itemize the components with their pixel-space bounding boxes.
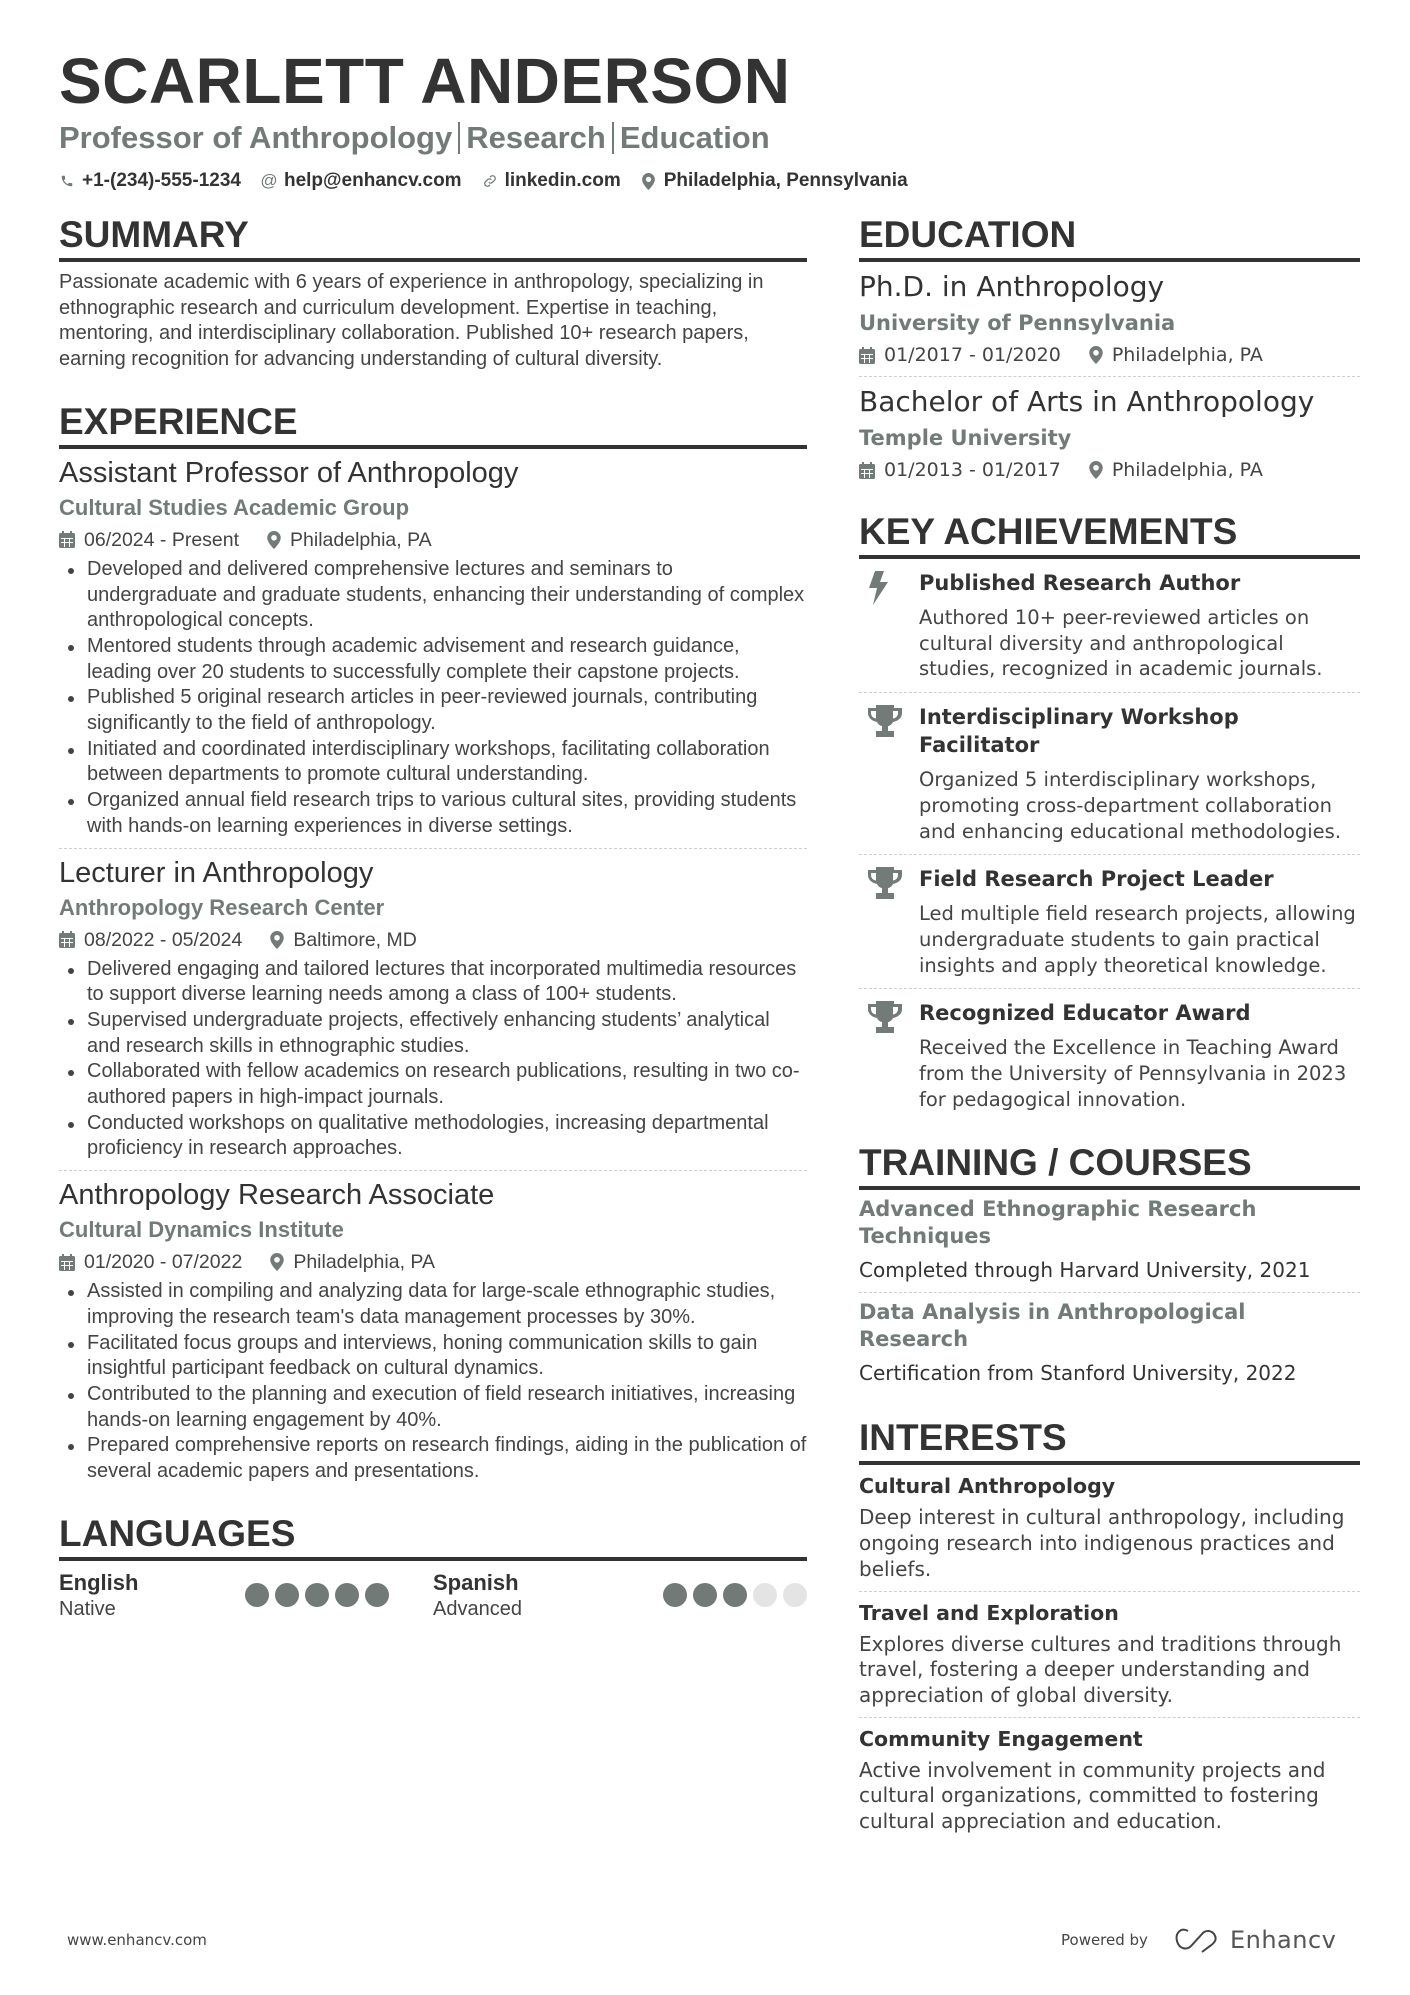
bullet-item: Collaborated with fellow academics on research publications, resulting in two co-authored papers in high-impact journals. [59, 1059, 807, 1110]
language-item [59, 1569, 433, 1623]
bullet-item: Delivered engaging and tailored lectures that incorporated multimedia resources to support diverse learning needs among a class of 100+ students. [59, 957, 807, 1008]
language-item [433, 1569, 807, 1623]
subtitle-separator [612, 122, 614, 154]
achievement-item [859, 989, 1360, 1122]
calendar-icon [59, 531, 75, 548]
job-bullets [59, 1279, 807, 1485]
interest-title: Cultural Anthropology [859, 1474, 1116, 1499]
job-dates-text: 06/2024 - Present [84, 528, 240, 551]
trophy-icon [859, 999, 919, 1112]
education-location [1089, 455, 1263, 485]
course-item [859, 1190, 1360, 1293]
rating-dot-filled [245, 1583, 269, 1607]
education-school: University of Pennsylvania [859, 311, 1176, 335]
bullet-item: Initiated and coordinated interdisciplinary workshops, facilitating collaboration between departments to promote cultural understanding. [59, 737, 807, 788]
rating-dot-filled [663, 1583, 687, 1607]
phone-icon [59, 172, 75, 190]
achievements-heading: KEY ACHIEVEMENTS [859, 511, 1360, 559]
subtitle-separator [458, 122, 460, 154]
interest-title: Travel and Exploration [859, 1600, 1119, 1625]
calendar-icon [859, 347, 875, 364]
education-dates [859, 340, 1061, 370]
powered-by-label: Powered by [1061, 1931, 1148, 1949]
calendar-icon [859, 462, 875, 479]
job-bullets [59, 557, 807, 840]
rating-dot-filled [693, 1583, 717, 1607]
achievement-title: Recognized Educator Award [919, 1001, 1251, 1026]
job-location-text: Philadelphia, PA [293, 1251, 435, 1274]
interest-item [859, 1592, 1360, 1718]
job-location-text: Baltimore, MD [293, 928, 417, 951]
interest-title: Community Engagement [859, 1726, 1143, 1751]
interest-item [859, 1465, 1360, 1591]
language-name: Spanish [433, 1569, 519, 1595]
contact-location [641, 170, 908, 192]
lightning-icon [859, 569, 919, 682]
job-entry [59, 1171, 807, 1493]
contact-row [59, 170, 1359, 192]
job-location [270, 1247, 435, 1277]
education-location-text: Philadelphia, PA [1111, 459, 1263, 481]
location-icon [641, 172, 657, 190]
job-bullets [59, 957, 807, 1163]
bullet-item: Published 5 original research articles in peer-reviewed journals, contributing significantly to the field of anthropology. [59, 685, 807, 736]
location-icon [1089, 346, 1103, 364]
achievement-desc: Authored 10+ peer-reviewed articles on cultural diversity and anthropological studies, recognized in academic journals. [919, 606, 1323, 681]
rating-dot-empty [783, 1583, 807, 1607]
language-name: English [59, 1569, 139, 1595]
training-section [859, 1142, 1360, 1395]
job-company: Cultural Studies Academic Group [59, 494, 410, 520]
job-title: Assistant Professor of Anthropology [59, 456, 519, 489]
job-title: Lecturer in Anthropology [59, 856, 374, 889]
job-dates [59, 525, 239, 555]
education-entry [859, 262, 1360, 377]
achievement-desc: Received the Excellence in Teaching Award from the University of Pennsylvania in 2023 for pedagogical innovation. [919, 1036, 1347, 1111]
job-dates-text: 08/2022 - 05/2024 [84, 928, 243, 951]
education-dates-text: 01/2013 - 01/2017 [884, 459, 1061, 481]
language-level: Native [59, 1597, 116, 1620]
course-desc: Completed through Harvard University, 2021 [859, 1258, 1311, 1283]
interest-desc: Deep interest in cultural anthropology, including ongoing research into indigenous practices and beliefs. [859, 1505, 1345, 1581]
achievements-section [859, 511, 1360, 1122]
location-icon [270, 931, 284, 949]
education-school: Temple University [859, 426, 1072, 450]
interest-item [859, 1718, 1360, 1843]
job-company: Anthropology Research Center [59, 894, 385, 920]
subtitle-research: Research [466, 120, 606, 155]
location-icon [270, 1253, 284, 1271]
job-dates [59, 925, 242, 955]
achievement-item [859, 855, 1360, 989]
experience-heading: EXPERIENCE [59, 401, 807, 449]
job-title: Anthropology Research Associate [59, 1179, 495, 1212]
email-text: help@enhancv.com [283, 170, 462, 191]
job-location-text: Philadelphia, PA [290, 528, 432, 551]
bullet-item: Supervised undergraduate projects, effectively enhancing students’ analytical and research skills in ethnographic studies. [59, 1008, 807, 1059]
job-meta [59, 525, 807, 555]
bullet-item: Mentored students through academic advisement and research guidance, leading over 20 students to successfully complete their capstone projects. [59, 634, 807, 685]
contact-phone[interactable] [59, 170, 241, 192]
enhancv-logo-icon [1174, 1927, 1230, 1953]
experience-section [59, 401, 807, 1493]
training-heading: TRAINING / COURSES [859, 1142, 1360, 1190]
contact-email[interactable] [261, 170, 462, 192]
education-dates [859, 455, 1061, 485]
course-item [859, 1293, 1360, 1395]
at-icon: @ [260, 171, 278, 190]
education-degree: Bachelor of Arts in Anthropology [859, 385, 1315, 418]
education-meta [859, 455, 1360, 485]
interest-desc: Active involvement in community projects and cultural organizations, committed to fostering cultural appreciation and education. [859, 1757, 1326, 1834]
bullet-item: Contributed to the planning and execution of field research initiatives, increasing hands-on learning engagement by 40%. [59, 1382, 807, 1433]
languages-list [59, 1569, 807, 1623]
job-dates [59, 1247, 242, 1277]
interests-section [859, 1417, 1360, 1842]
job-dates-text: 01/2020 - 07/2022 [84, 1251, 243, 1274]
language-rating [239, 1583, 389, 1607]
education-section [859, 214, 1360, 491]
languages-heading: LANGUAGES [59, 1513, 807, 1561]
education-entry [859, 377, 1360, 491]
trophy-icon [859, 865, 919, 978]
achievement-title: Interdisciplinary Workshop Facilitator [919, 705, 1239, 758]
calendar-icon [59, 931, 75, 948]
contact-linkedin[interactable] [482, 170, 621, 192]
right-column [859, 214, 1360, 1863]
education-location [1089, 340, 1263, 370]
footer-website-link[interactable]: www.enhancv.com [67, 1931, 207, 1949]
phone-text: +1-(234)-555-1234 [82, 170, 241, 191]
achievement-item [859, 559, 1360, 693]
rating-dot-empty [753, 1583, 777, 1607]
achievement-desc: Organized 5 interdisciplinary workshops, promoting cross-department collaboration and enhancing educational methodologies. [919, 768, 1342, 843]
location-icon [1089, 461, 1103, 479]
education-meta [859, 340, 1360, 370]
footer-branding[interactable] [1061, 1926, 1336, 1954]
rating-dot-filled [275, 1583, 299, 1607]
summary-section [59, 214, 807, 373]
achievement-desc: Led multiple field research projects, allowing undergraduate students to gain practical insights and apply theoretical knowledge. [919, 902, 1356, 977]
achievement-title: Published Research Author [919, 571, 1241, 595]
job-location [270, 925, 417, 955]
resume-header [59, 44, 1359, 192]
education-dates-text: 01/2017 - 01/2020 [884, 344, 1061, 366]
interest-desc: Explores diverse cultures and traditions through travel, fostering a deeper understanding and appreciation of global diversity. [859, 1631, 1342, 1707]
job-location [267, 525, 432, 555]
job-company: Cultural Dynamics Institute [59, 1217, 344, 1243]
rating-dot-filled [335, 1583, 359, 1607]
languages-section [59, 1513, 807, 1623]
rating-dot-filled [305, 1583, 329, 1607]
bullet-item: Facilitated focus groups and interviews, honing communication skills to gain insightful participant feedback on cultural dynamics. [59, 1331, 807, 1382]
link-icon [482, 172, 498, 190]
rating-dot-filled [723, 1583, 747, 1607]
location-text: Philadelphia, Pennsylvania [663, 170, 908, 191]
language-level: Advanced [433, 1597, 522, 1620]
course-desc: Certification from Stanford University, 2022 [859, 1361, 1297, 1386]
subtitle-education: Education [619, 120, 770, 155]
summary-heading: SUMMARY [59, 214, 807, 262]
bullet-item: Developed and delivered comprehensive lectures and seminars to undergraduate and graduate students, enhancing their understanding of complex anthropological concepts. [59, 557, 807, 634]
bullet-item: Prepared comprehensive reports on research findings, aiding in the publication of several academic papers and presentations. [59, 1433, 807, 1484]
candidate-subtitle [59, 118, 1359, 158]
location-icon [267, 531, 281, 549]
calendar-icon [59, 1254, 75, 1271]
course-title: Advanced Ethnographic Research Techniques [859, 1197, 1257, 1249]
brand-name: Enhancv [1229, 1926, 1337, 1954]
language-rating [657, 1583, 807, 1607]
bullet-item: Conducted workshops on qualitative methodologies, increasing departmental proficiency in research approaches. [59, 1111, 807, 1162]
job-meta [59, 1247, 807, 1277]
summary-text: Passionate academic with 6 years of experience in anthropology, specializing in ethnographic research and curriculum development. Expertise in teaching, mentoring, and interdisciplinary collaboration. Published 10+ research papers, earning recognition for advancing understanding of cultural diversity. [59, 271, 764, 371]
bullet-item: Organized annual field research trips to various cultural sites, providing students with hands-on learning experiences in diverse settings. [59, 788, 807, 839]
job-meta [59, 925, 807, 955]
linkedin-text: linkedin.com [504, 170, 621, 191]
subtitle-role: Professor of Anthropology [59, 120, 453, 155]
rating-dot-filled [365, 1583, 389, 1607]
education-degree: Ph.D. in Anthropology [859, 270, 1165, 303]
education-location-text: Philadelphia, PA [1111, 344, 1263, 366]
bullet-item: Assisted in compiling and analyzing data for large-scale ethnographic studies, improving the research team's data management processes by 30%. [59, 1279, 807, 1330]
achievement-item [859, 693, 1360, 855]
job-entry [59, 849, 807, 1172]
trophy-icon [859, 703, 919, 844]
course-title: Data Analysis in Anthropological Research [859, 1300, 1246, 1352]
candidate-name: SCARLETT ANDERSON [59, 45, 791, 117]
education-heading: EDUCATION [859, 214, 1360, 262]
achievement-title: Field Research Project Leader [919, 867, 1274, 892]
job-entry [59, 449, 807, 849]
interests-heading: INTERESTS [859, 1417, 1360, 1465]
left-column [59, 214, 807, 1643]
